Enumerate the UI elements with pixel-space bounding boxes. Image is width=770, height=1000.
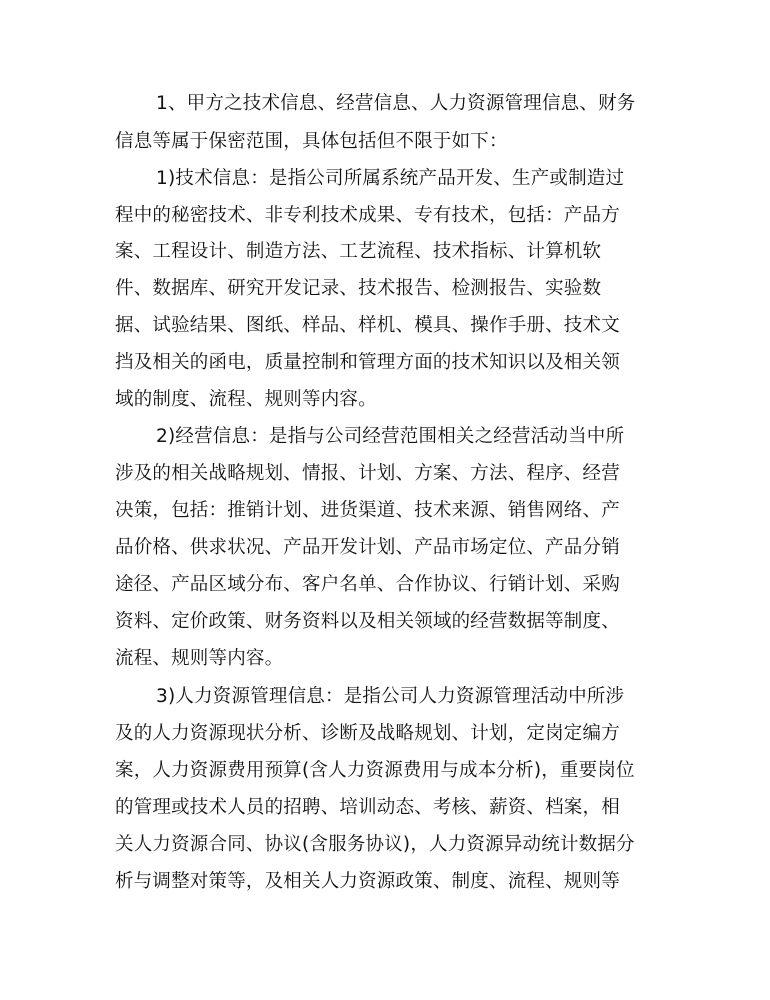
paragraph-4-line-6: 析与调整对策等，及相关人力资源政策、制度、流程、规则等 [115,871,620,892]
paragraph-2-line-3: 案、工程设计、制造方法、工艺流程、技术指标、计算机软 [115,241,602,262]
paragraph-2-line-6: 挡及相关的函电，质量控制和管理方面的技术知识以及相关领 [115,352,620,373]
paragraph-3-line-4: 品价格、供求状况、产品开发计划、产品市场定位、产品分销 [115,537,620,558]
paragraph-4-line-5: 关人力资源合同、协议(含服务协议)，人力资源异动统计数据分 [115,834,635,855]
paragraph-3-line-6: 资料、定价政策、财务资料以及相关领域的经营数据等制度、 [115,611,620,632]
paragraph-2-line-5: 据、试验结果、图纸、样品、样机、模具、操作手册、技术文 [115,315,620,336]
paragraph-1-line-1: 1、甲方之技术信息、经营信息、人力资源管理信息、财务 [156,93,636,114]
paragraph-3-line-1: 2)经营信息：是指与公司经营范围相关之经营活动当中所 [156,426,625,447]
paragraph-2-line-4: 件、数据库、研究开发记录、技术报告、检测报告、实验数 [115,278,602,299]
paragraph-3-line-5: 途径、产品区域分布、客户名单、合作协议、行销计划、采购 [115,574,620,595]
paragraph-4-line-1: 3)人力资源管理信息：是指公司人力资源管理活动中所涉 [156,686,625,707]
paragraph-2-line-1: 1)技术信息：是指公司所属系统产品开发、生产或制造过 [156,168,625,189]
paragraph-2-line-7: 域的制度、流程、规则等内容。 [115,389,377,410]
paragraph-1-line-2: 信息等属于保密范围，具体包括但不限于如下： [115,131,508,152]
paragraph-4-line-3: 案，人力资源费用预算(含人力资源费用与成本分析)，重要岗位 [115,760,635,781]
paragraph-3-line-3: 决策，包括：推销计划、进货渠道、技术来源、销售网络、产 [115,500,620,521]
paragraph-3-line-7: 流程、规则等内容。 [115,648,284,669]
paragraph-3-line-2: 涉及的相关战略规划、情报、计划、方案、方法、程序、经营 [115,463,620,484]
paragraph-4-line-4: 的管理或技术人员的招聘、培训动态、考核、薪资、档案，相 [115,797,620,818]
paragraph-4-line-2: 及的人力资源现状分析、诊断及战略规划、计划，定岗定编方 [115,723,620,744]
paragraph-2-line-2: 程中的秘密技术、非专利技术成果、专有技术，包括：产品方 [115,205,620,226]
